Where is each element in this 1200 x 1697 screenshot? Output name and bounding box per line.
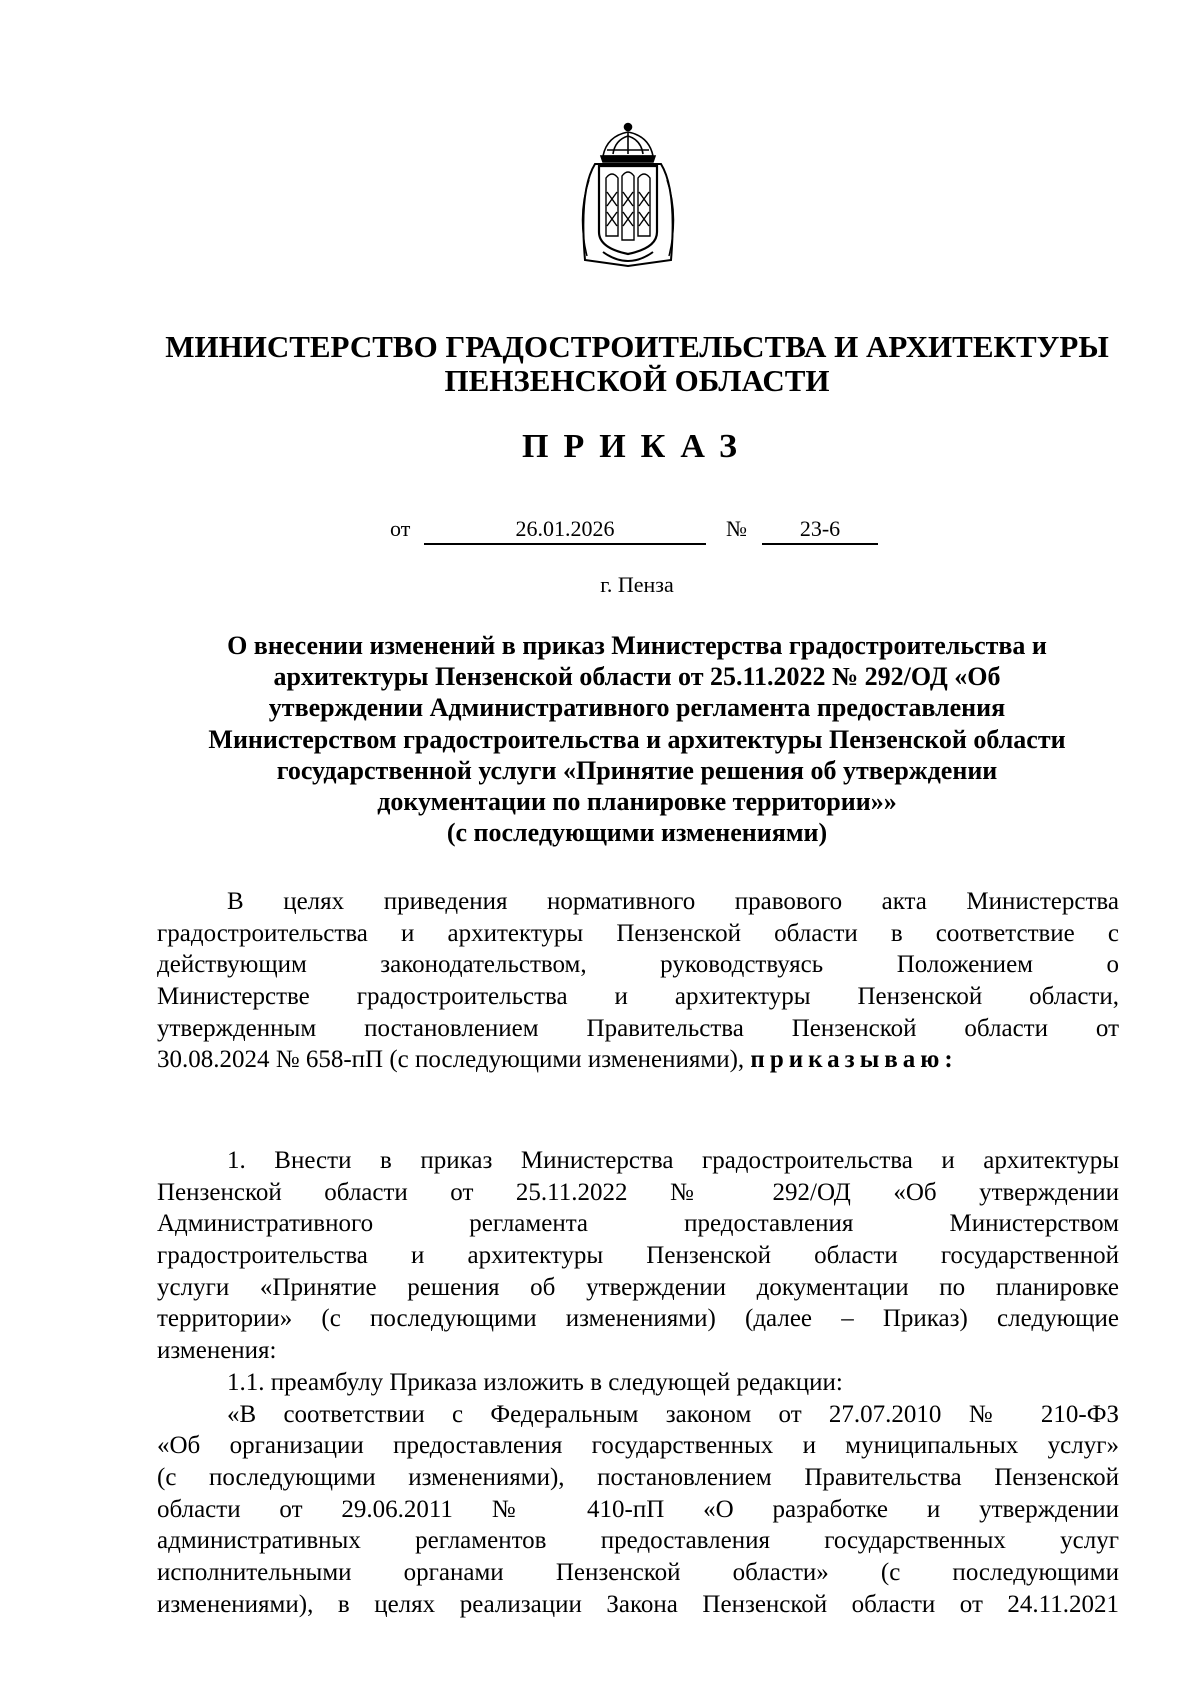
title-line: архитектуры Пензенской области от 25.11.2022 № 292/ОД «Об <box>273 662 1001 692</box>
text-line: градостроительства и архитектуры Пензенской области государственной <box>157 1242 1119 1270</box>
text-line: «В соответствии с Федеральным законом от 27.07.2010 № 210-ФЗ <box>227 1400 1119 1428</box>
text-line: утвержденным постановлением Правительства Пензенской области от <box>157 1014 1119 1042</box>
preamble-paragraph <box>157 886 1119 1076</box>
text-line: градостроительства и архитектуры Пензенской области в соответствие с <box>157 919 1119 947</box>
preamble-last-line: 30.08.2024 № 658-пП (с последующими изменениями), <box>157 1046 745 1074</box>
text-line: 1.1. преамбулу Приказа изложить в следующей редакции: <box>227 1368 843 1396</box>
document-title <box>150 630 1124 848</box>
title-line: (с последующими изменениями) <box>446 818 828 848</box>
text-line: области от 29.06.2011 № 410-пП «О разработке и утверждении <box>157 1495 1119 1523</box>
title-line: Министерством градостроительства и архитектуры Пензенской области <box>208 724 1066 754</box>
title-line: государственной услуги «Принятие решения об утверждении <box>276 755 998 785</box>
text-line: изменениями), в целях реализации Закона Пензенской области от 24.11.2021 <box>157 1590 1119 1618</box>
ministry-name <box>150 330 1124 398</box>
text-line: исполнительными органами Пензенской области» (с последующими <box>157 1558 1119 1586</box>
title-line: утверждении Административного регламента предоставления <box>268 693 1006 723</box>
text-line: «Об организации предоставления государственных и муниципальных услуг» <box>157 1432 1119 1460</box>
document-type: ПРИКАЗ <box>522 428 752 465</box>
title-line: документации по планировке территории»» <box>377 787 897 817</box>
text-line: В целях приведения нормативного правового акта Министерства <box>227 888 1119 915</box>
number-label: № <box>726 516 747 541</box>
date-label: от <box>390 516 411 541</box>
city: г. Пенза <box>600 572 674 597</box>
title-line: О внесении изменений в приказ Министерства градостроительства и <box>227 631 1047 660</box>
number-field: 23-6 <box>762 516 878 545</box>
text-line: изменения: <box>157 1337 277 1365</box>
text-line: услуги «Принятие решения об утверждении документации по планировке <box>157 1273 1119 1301</box>
item-1-paragraph <box>157 1145 1119 1620</box>
date-field: 26.01.2026 <box>424 516 706 545</box>
text-line: (с последующими изменениями), постановлением Правительства Пензенской <box>157 1463 1119 1491</box>
ministry-name-line-2: ПЕНЗЕНСКОЙ ОБЛАСТИ <box>444 363 830 398</box>
text-line-last <box>157 1044 1119 1076</box>
text-line: Министерстве градостроительства и архитектуры Пензенской области, <box>157 983 1119 1011</box>
ministry-name-line-1: МИНИСТЕРСТВО ГРАДОСТРОИТЕЛЬСТВА И АРХИТЕКТУРЫ <box>165 329 1109 364</box>
text-line: действующим законодательством, руководствуясь Положением о <box>157 951 1119 979</box>
order-word: приказываю: <box>750 1046 958 1074</box>
text-line: 1. Внести в приказ Министерства градостроительства и архитектуры <box>227 1147 1119 1174</box>
penza-region-coat-of-arms-icon <box>573 120 683 270</box>
text-line: территории» (с последующими изменениями) (далее – Приказ) следующие <box>157 1305 1119 1333</box>
text-line: Административного регламента предоставления Министерством <box>157 1210 1119 1238</box>
text-line: административных регламентов предоставления государственных услуг <box>157 1527 1119 1555</box>
text-line: Пензенской области от 25.11.2022 № 292/ОД «Об утверждении <box>157 1178 1119 1206</box>
